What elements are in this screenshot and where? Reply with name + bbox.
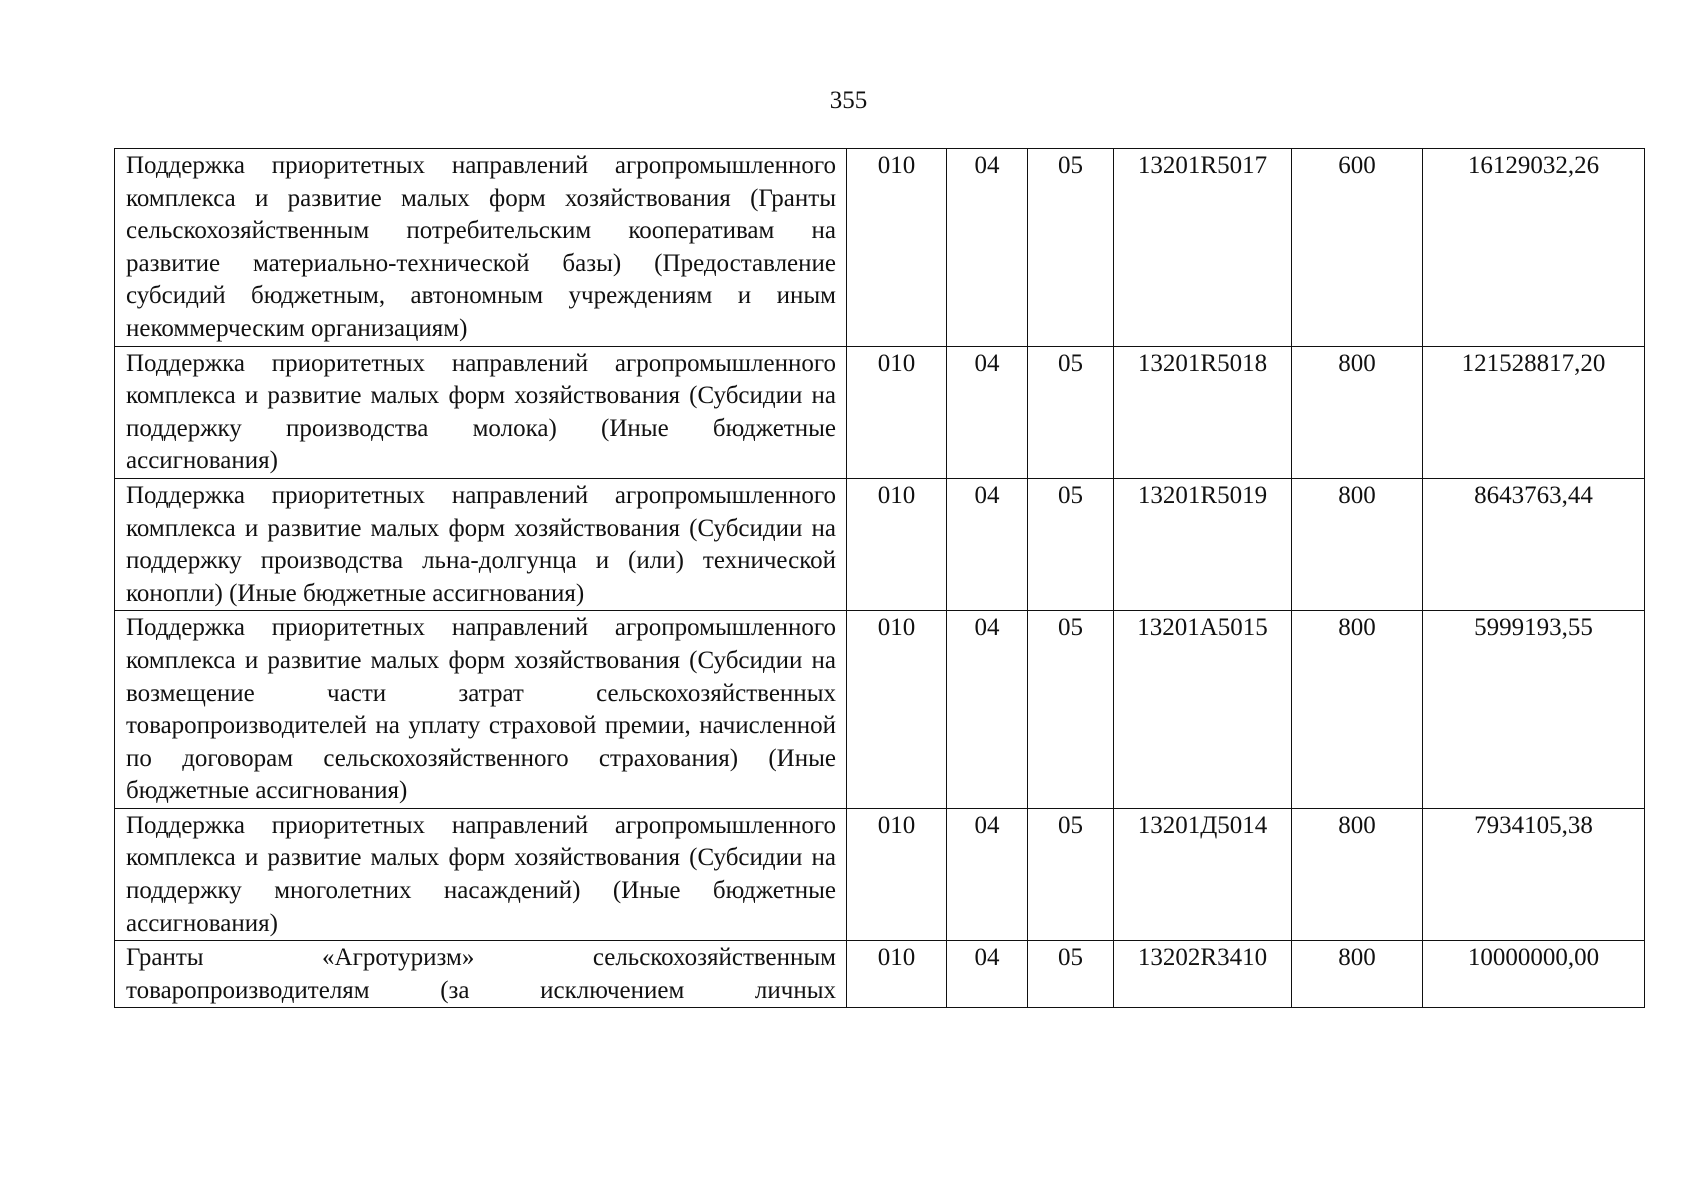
- table-row: [115, 808, 1645, 940]
- row-ministry-code: 010: [847, 808, 947, 940]
- budget-table: [114, 148, 1645, 1008]
- row-ministry-code: 010: [847, 149, 947, 347]
- table-row: [115, 149, 1645, 347]
- row-section-code: 04: [947, 941, 1028, 1008]
- row-subsection-code: 05: [1028, 346, 1114, 478]
- row-description: Поддержка приоритетных направлений агропромышленного комплекса и развитие малых форм хозяйствования (Субсидии на поддержку производства молока) (Иные бюджетные ассигнования): [115, 346, 847, 478]
- row-amount: 10000000,00: [1423, 941, 1645, 1008]
- row-target-article: 13201R5019: [1114, 478, 1292, 610]
- row-target-article: 13202R3410: [1114, 941, 1292, 1008]
- row-ministry-code: 010: [847, 611, 947, 809]
- row-subsection-code: 05: [1028, 611, 1114, 809]
- row-amount: 5999193,55: [1423, 611, 1645, 809]
- row-subsection-code: 05: [1028, 808, 1114, 940]
- row-target-article: 13201R5018: [1114, 346, 1292, 478]
- row-subsection-code: 05: [1028, 478, 1114, 610]
- row-target-article: 13201Д5014: [1114, 808, 1292, 940]
- row-expense-type: 600: [1292, 149, 1423, 347]
- row-amount: 121528817,20: [1423, 346, 1645, 478]
- row-subsection-code: 05: [1028, 941, 1114, 1008]
- row-description: Поддержка приоритетных направлений агропромышленного комплекса и развитие малых форм хозяйствования (Субсидии на поддержку многолетних насаждений) (Иные бюджетные ассигнования): [115, 808, 847, 940]
- table-row: [115, 611, 1645, 809]
- table-row: [115, 346, 1645, 478]
- row-ministry-code: 010: [847, 346, 947, 478]
- row-amount: 16129032,26: [1423, 149, 1645, 347]
- row-section-code: 04: [947, 478, 1028, 610]
- row-description: Поддержка приоритетных направлений агропромышленного комплекса и развитие малых форм хозяйствования (Субсидии на возмещение части затрат сельскохозяйственных товаропроизводителей на уплату страховой премии, начисленной по договорам сельскохозяйственного страхования) (Иные бюджетные ассигнования): [115, 611, 847, 809]
- table-row: [115, 478, 1645, 610]
- row-target-article: 13201А5015: [1114, 611, 1292, 809]
- row-expense-type: 800: [1292, 808, 1423, 940]
- row-amount: 8643763,44: [1423, 478, 1645, 610]
- row-expense-type: 800: [1292, 941, 1423, 1008]
- row-section-code: 04: [947, 611, 1028, 809]
- row-section-code: 04: [947, 149, 1028, 347]
- row-expense-type: 800: [1292, 346, 1423, 478]
- page-number: 355: [829, 87, 868, 114]
- row-description: Гранты «Агротуризм» сельскохозяйственным товаропроизводителям (за исключением личных: [115, 941, 847, 1008]
- row-section-code: 04: [947, 346, 1028, 478]
- row-ministry-code: 010: [847, 941, 947, 1008]
- row-description: Поддержка приоритетных направлений агропромышленного комплекса и развитие малых форм хозяйствования (Гранты сельскохозяйственным потребительским кооперативам на развитие материально-технической базы) (Предоставление субсидий бюджетным, автономным учреждениям и иным некоммерческим организациям): [115, 149, 847, 347]
- table-row: [115, 941, 1645, 1008]
- row-expense-type: 800: [1292, 478, 1423, 610]
- row-target-article: 13201R5017: [1114, 149, 1292, 347]
- row-subsection-code: 05: [1028, 149, 1114, 347]
- row-ministry-code: 010: [847, 478, 947, 610]
- row-amount: 7934105,38: [1423, 808, 1645, 940]
- row-description: Поддержка приоритетных направлений агропромышленного комплекса и развитие малых форм хозяйствования (Субсидии на поддержку производства льна-долгунца и (или) технической конопли) (Иные бюджетные ассигнования): [115, 478, 847, 610]
- row-section-code: 04: [947, 808, 1028, 940]
- row-expense-type: 800: [1292, 611, 1423, 809]
